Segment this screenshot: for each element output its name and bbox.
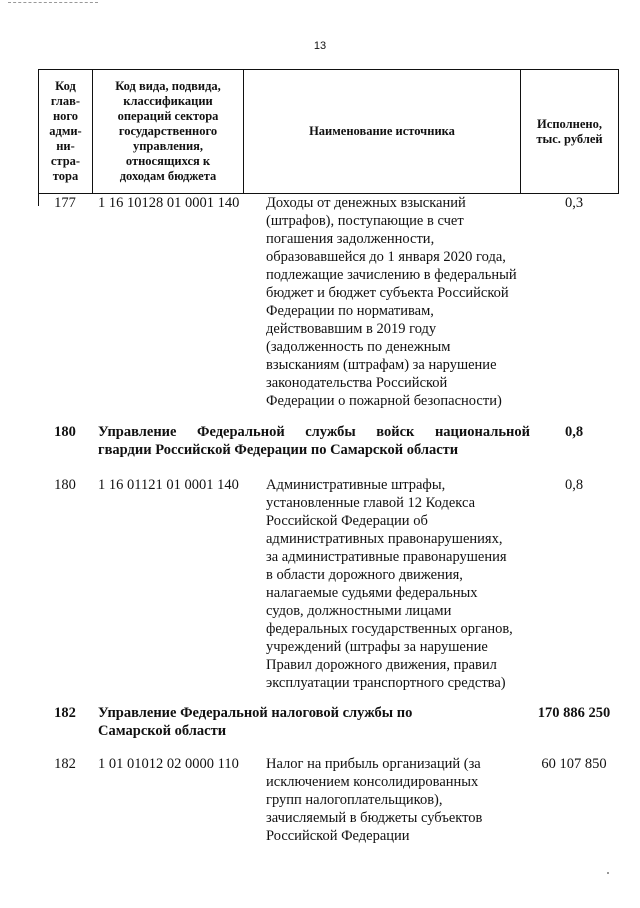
- source-name-line: федеральных государственных органов,: [266, 621, 513, 637]
- organization-title-line: Управление Федеральной службы войск национальной: [98, 424, 530, 440]
- source-name-line: Административные штрафы,: [266, 477, 446, 493]
- scan-edge-mark: [8, 2, 98, 3]
- source-name-line: эксплуатации транспортного средства): [266, 675, 506, 691]
- income-code-cell: 1 16 10128 01 0001 140: [98, 195, 240, 211]
- source-name-line: законодательства Российской: [266, 375, 448, 391]
- header-source-name: Наименование источника: [244, 70, 521, 193]
- source-name-line: взысканиям (штрафам) за нарушение: [266, 357, 497, 373]
- admin-code-cell: 177: [54, 195, 76, 211]
- organization-title: [98, 704, 530, 740]
- source-name-line: зачисляемый в бюджеты субъектов: [266, 810, 483, 826]
- source-name-line: установленные главой 12 Кодекса: [266, 495, 476, 511]
- source-name-cell: [266, 194, 530, 410]
- income-code-cell: 1 01 01012 02 0000 110: [98, 756, 239, 772]
- source-name-cell: [266, 755, 530, 845]
- source-name-line: Российской Федерации об: [266, 513, 428, 529]
- header-executed: Исполнено, тыс. рублей: [536, 116, 603, 146]
- source-name-line: (задолженность по денежным: [266, 339, 451, 355]
- admin-code-cell: 180: [54, 477, 76, 493]
- executed-amount-cell: 0,8: [564, 477, 584, 493]
- source-name-line: налагаемые судьями федеральных: [266, 585, 478, 601]
- source-name-line: действовавшим в 2019 году: [266, 321, 437, 337]
- source-name-line: (штрафов), поступающие в счет: [266, 213, 464, 229]
- source-name-line: Налог на прибыль организаций (за: [266, 756, 481, 772]
- header-admin-code: Код глав- ного адми- ни- стра- тора: [39, 70, 93, 193]
- admin-code-cell: 182: [54, 705, 76, 721]
- executed-amount-cell: 60 107 850: [541, 756, 607, 772]
- admin-code-cell: 180: [54, 424, 76, 440]
- executed-amount-cell: 0,8: [564, 424, 584, 440]
- source-name-line: групп налогоплательщиков),: [266, 792, 443, 808]
- source-name-line: Правил дорожного движения, правил: [266, 657, 497, 673]
- income-code-cell: 1 16 01121 01 0001 140: [98, 477, 239, 493]
- source-name-line: бюджет и бюджет субъекта Российской: [266, 285, 509, 301]
- source-name-line: Федерации по нормативам,: [266, 303, 434, 319]
- executed-amount-cell: 0,3: [564, 195, 584, 211]
- source-name-line: подлежащие зачислению в федеральный: [266, 267, 517, 283]
- organization-title: [98, 423, 530, 459]
- source-name-line: судов, должностными лицами: [266, 603, 452, 619]
- source-name-line: Доходы от денежных взысканий: [266, 195, 466, 211]
- scan-speck: [607, 872, 609, 874]
- executed-amount-cell: 170 886 250: [537, 705, 611, 721]
- organization-title-line: гвардии Российской Федерации по Самарской области: [98, 442, 459, 458]
- source-name-line: исключением консолидированных: [266, 774, 479, 790]
- organization-title-line: Управление Федеральной налоговой службы по: [98, 705, 413, 721]
- source-name-cell: [266, 476, 530, 692]
- source-name-line: за административные правонарушения: [266, 549, 507, 565]
- source-name-line: образовавшейся до 1 января 2020 года,: [266, 249, 506, 265]
- header-income-code: Код вида, подвида, классификации операций сектора государственного управления, относящихся к доходам бюджета: [93, 70, 244, 193]
- source-name-line: в области дорожного движения,: [266, 567, 463, 583]
- source-name-line: погашения задолженности,: [266, 231, 435, 247]
- source-name-line: Российской Федерации: [266, 828, 410, 844]
- page-number: 13: [313, 40, 327, 52]
- organization-title-line: Самарской области: [98, 723, 227, 739]
- admin-code-cell: 182: [54, 756, 76, 772]
- source-name-line: административных правонарушениях,: [266, 531, 503, 547]
- source-name-line: учреждений (штрафы за нарушение: [266, 639, 488, 655]
- table-header: [38, 69, 619, 194]
- source-name-line: Федерации о пожарной безопасности): [266, 393, 502, 409]
